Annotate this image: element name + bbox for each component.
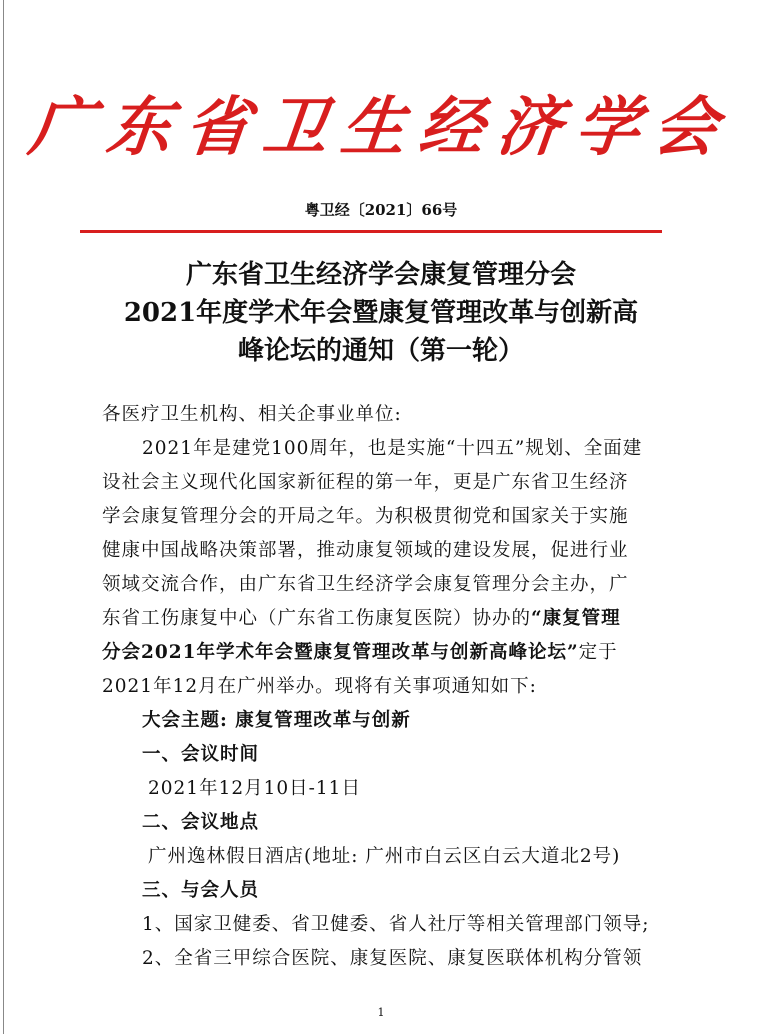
section-heading-venue: 二、会议地点 — [142, 812, 260, 833]
title-line-1: 广东省卫生经济学会康复管理分会 — [185, 260, 576, 290]
body-text: 定于 — [578, 642, 618, 663]
section-text-time: 2021年12月10日-11日 — [148, 778, 361, 799]
document-number: 粤卫经〔2021〕66号 — [304, 201, 458, 219]
salutation: 各医疗卫生机构、相关企事业单位: — [102, 404, 402, 425]
conference-theme: 大会主题: 康复管理改革与创新 — [142, 710, 411, 731]
title-line-3: 峰论坛的通知（第一轮） — [237, 336, 524, 366]
event-name-bold: 分会2021年学术年会暨康复管理改革与创新高峰论坛” — [102, 642, 579, 663]
section-heading-time: 一、会议时间 — [142, 744, 260, 765]
title-line-2: 2021年度学术年会暨康复管理改革与创新高 — [123, 298, 639, 328]
body-line — [102, 636, 618, 670]
org-masthead: 广东省卫生经济学会 — [25, 90, 736, 165]
document-title — [60, 256, 702, 370]
page-number: 1 — [377, 1006, 385, 1019]
body-line: 领域交流合作，由广东省卫生经济学会康复管理分会主办，广 — [102, 574, 629, 595]
body-line — [102, 602, 621, 636]
body-line: 2021年12月在广州举办。现将有关事项通知如下: — [102, 676, 537, 697]
section-text-venue: 广州逸林假日酒店(地址: 广州市白云区白云大道北2号) — [148, 846, 621, 867]
attendee-item: 2、全省三甲综合医院、康复医院、康复医联体机构分管领 — [142, 948, 643, 969]
event-name-bold: “康复管理 — [531, 608, 621, 629]
section-heading-attendees: 三、与会人员 — [142, 880, 260, 901]
body-line: 设社会主义现代化国家新征程的第一年，更是广东省卫生经济 — [102, 472, 629, 493]
body-line: 2021年是建党100周年，也是实施“十四五”规划、全面建 — [142, 438, 643, 459]
body-text: 东省工伤康复中心（广东省工伤康复医院）协办的 — [102, 608, 532, 629]
body-line: 学会康复管理分会的开局之年。为积极贯彻党和国家关于实施 — [102, 506, 629, 527]
attendee-item: 1、国家卫健委、省卫健委、省人社厅等相关管理部门领导; — [142, 914, 650, 935]
red-divider-line — [80, 230, 662, 233]
body-line: 健康中国战略决策部署，推动康复领域的建设发展，促进行业 — [102, 540, 629, 561]
